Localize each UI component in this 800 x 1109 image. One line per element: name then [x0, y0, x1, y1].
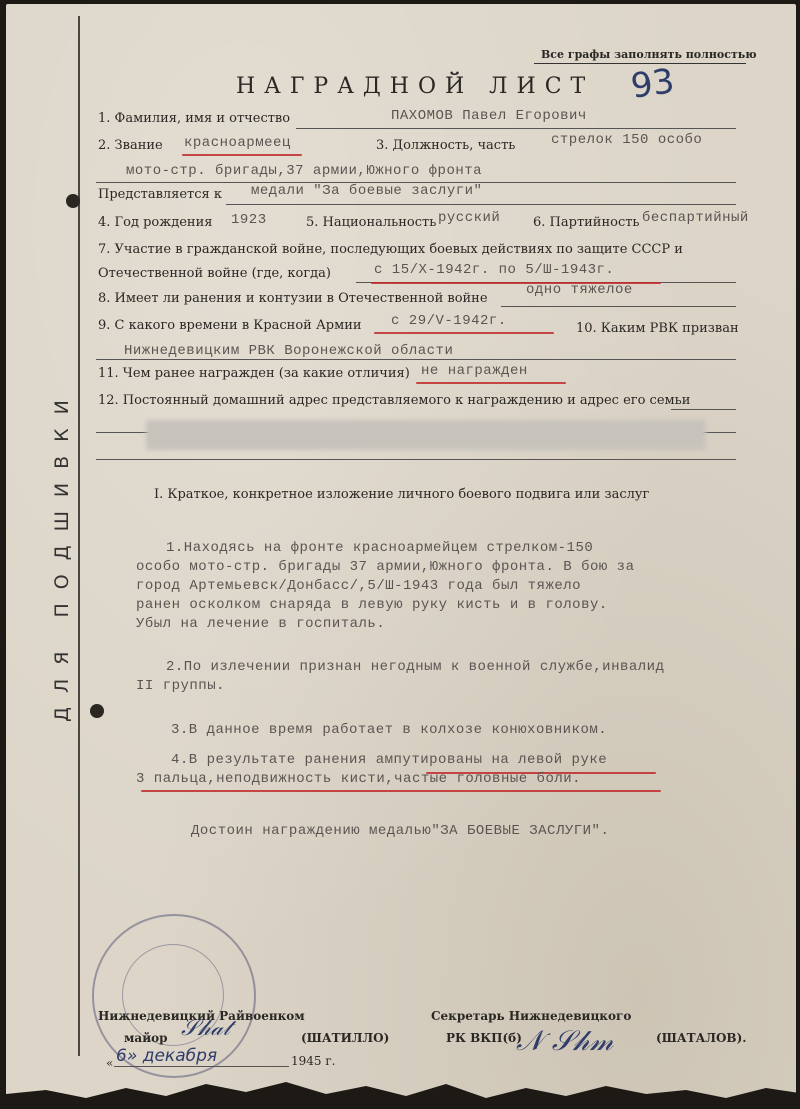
body-line: город Артемьевск/Донбасс/,5/Ш-1943 года был тяжело — [136, 578, 582, 594]
field-9-red-underline — [374, 332, 554, 334]
field-5-value: русский — [438, 210, 501, 226]
body-line: 1.Находясь на фронте красноармейцем стрелком-150 — [166, 540, 594, 556]
date-year: 1945 г. — [291, 1054, 336, 1068]
field-3-value-cont: мото-стр. бригады,37 армии,Южного фронта — [126, 163, 483, 179]
field-12-line — [671, 409, 736, 410]
body-line: 3 пальца,неподвижность кисти,частые головные боли. — [136, 771, 582, 787]
body-line: 2.По излечении признан негодным к военной службе,инвалид — [166, 659, 665, 675]
note-underline — [534, 63, 746, 64]
field-3-label: 3. Должность, часть — [376, 138, 516, 153]
body-line: II группы. — [136, 678, 226, 694]
field-4-label: 4. Год рождения — [98, 215, 213, 230]
field-7-value: с 15/Х-1942г. по 5/Ш-1943г. — [374, 262, 615, 278]
field-9-value: с 29/V-1942г. — [391, 313, 507, 329]
field-10-line — [96, 359, 736, 360]
date-prefix: « — [106, 1056, 114, 1070]
award-sheet-paper — [6, 4, 796, 1105]
body-line: Достоин награждению медалью"ЗА БОЕВЫЕ ЗАСЛУГИ". — [191, 823, 610, 839]
field-2-value: красноармеец — [184, 135, 291, 151]
field-10-label: 10. Каким РВК призван — [576, 321, 739, 336]
presented-value: медали "За боевые заслуги" — [251, 183, 483, 199]
body-line: особо мото-стр. бригады 37 армии,Южного фронта. В бою за — [136, 559, 635, 575]
body-red-underline — [141, 790, 661, 792]
signature-right-org: РК ВКП(б) — [446, 1031, 522, 1045]
field-1-value: ПАХОМОВ Павел Егорович — [391, 108, 587, 124]
field-8-value: одно тяжелое — [526, 282, 633, 298]
signature-right-name: (ШАТАЛОВ). — [656, 1031, 747, 1045]
binding-margin-line — [78, 16, 80, 1056]
field-4-value: 1923 — [231, 212, 267, 228]
date-line — [114, 1066, 289, 1067]
signature-right-title: Секретарь Нижнедевицкого — [431, 1009, 632, 1023]
field-5-label: 5. Национальность — [306, 215, 437, 230]
body-line: 4.В результате ранения ампутированы на левой руке — [171, 752, 608, 768]
field-3-value: стрелок 150 особо — [551, 132, 703, 148]
field-9-label: 9. С какого времени в Красной Армии — [98, 318, 362, 333]
field-11-value: не награжден — [421, 363, 528, 379]
field-11-red-underline — [416, 382, 566, 384]
section-title: I. Краткое, конкретное изложение личного боевого подвига или заслуг — [154, 487, 650, 502]
field-1-label: 1. Фамилия, имя и отчество — [98, 111, 291, 126]
binding-label-text: ДЛЯ ПОДШИВКИ — [51, 386, 73, 722]
field-11-label: 11. Чем ранее награжден (за какие отличия) — [98, 366, 410, 381]
body-line: Убыл на лечение в госпиталь. — [136, 616, 386, 632]
field-6-label: 6. Партийность — [533, 215, 640, 230]
field-10-value: Нижнедевицким РВК Воронежской области — [124, 343, 454, 359]
fill-all-fields-note: Все графы заполнять полностью — [541, 48, 757, 61]
signature-left-name: (ШАТИЛЛО) — [301, 1031, 390, 1045]
presented-label: Представляется к — [98, 187, 222, 202]
handwritten-sheet-number: 93 — [628, 61, 677, 107]
field-2-label: 2. Звание — [98, 138, 163, 153]
field-6-value: беспартийный — [642, 210, 749, 226]
torn-bottom-edge — [6, 1072, 800, 1109]
body-line: 3.В данное время работает в колхозе конюховником. — [171, 722, 608, 738]
binding-margin-label — [46, 384, 78, 724]
signature-left-handwriting-icon: 𝒮𝒽𝒶𝓉 — [181, 1016, 231, 1041]
field-12-label: 12. Постоянный домашний адрес представляемого к награждению и адрес его семьи — [98, 393, 691, 408]
date-value: 6» декабря — [116, 1046, 218, 1066]
field-1-line — [296, 128, 736, 129]
signature-left-rank: майор — [124, 1031, 168, 1045]
punch-hole-icon — [66, 194, 80, 208]
signature-left-title: Нижнедевицкий Райвоенком — [98, 1009, 305, 1023]
field-7-label-a: 7. Участие в гражданской войне, последующих боевых действиях по защите СССР и — [98, 242, 683, 257]
punch-hole-icon — [90, 704, 104, 718]
signature-right-handwriting-icon: 𝒩 𝒮𝒽𝓂 — [516, 1024, 614, 1057]
field-8-line — [501, 306, 736, 307]
field-12-line-3 — [96, 459, 736, 460]
document-title: НАГРАДНОЙ ЛИСТ — [236, 74, 595, 99]
redacted-address — [146, 420, 706, 450]
body-line: ранен осколком снаряда в левую руку кисть и в голову. — [136, 597, 608, 613]
presented-line — [226, 204, 736, 205]
field-7-label-b: Отечественной войне (где, когда) — [98, 266, 332, 281]
field-8-label: 8. Имеет ли ранения и контузии в Отечественной войне — [98, 291, 488, 306]
field-2-red-underline — [182, 154, 302, 156]
